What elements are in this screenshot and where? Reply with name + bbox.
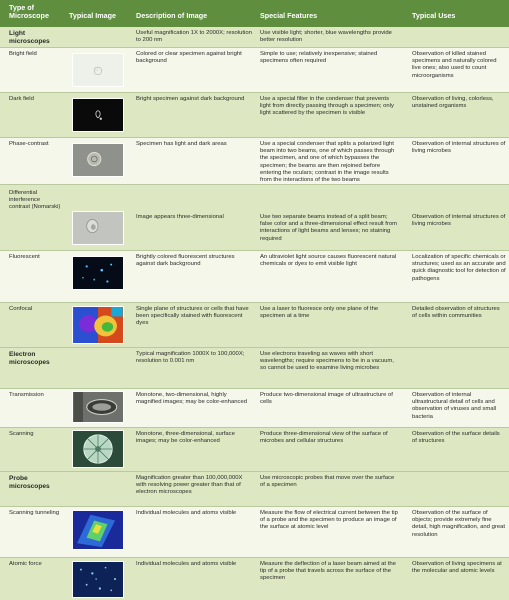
section-features: Use microscopic probes that move over the surface of a specimen	[260, 475, 395, 489]
typical-uses: Observation of living, colorless, unstained organisms	[412, 96, 494, 110]
microscope-type: Phase-contrast	[9, 141, 49, 147]
transmission-image	[72, 391, 124, 423]
special-features: Measure the flow of electrical current between the tip of a probe and the specimen to produce an image of the surface at atomic level	[260, 510, 398, 531]
section-features: Use visible light; shorter, blue wavelengths provide better resolution	[260, 30, 392, 44]
special-features: Use a special condenser that splits a polarized light beam into two beams, one of which passes through the specimen, and one of which bypasses the specimen; the beams are then rejoined before entering the oculars; contrast in the image results from the interactions of the two beams	[260, 141, 395, 184]
table-header	[0, 0, 509, 27]
microscope-type: Scanning	[9, 431, 34, 437]
table-row-dic	[0, 185, 509, 250]
section-title: Probe microscopes	[9, 475, 50, 490]
image-description: Individual molecules and atoms visible	[136, 510, 237, 516]
section-description: Useful magnification 1X to 2000X; resolution to 200 nm	[136, 30, 252, 44]
table-row-bright-field	[0, 48, 509, 92]
section-electron	[0, 348, 509, 388]
microscope-type: Transmission	[9, 392, 44, 398]
phase-contrast-image	[72, 143, 124, 177]
header-type: Type of Microscope	[9, 3, 49, 20]
typical-uses: Detailed observation of structures of cells within communities	[412, 306, 500, 320]
header-description: Description of Image	[136, 11, 208, 20]
typical-uses: Observation of killed stained specimens and naturally colored live ones; also used to count microorganisms	[412, 51, 497, 79]
header-image: Typical Image	[69, 11, 117, 20]
image-description: Bright specimen against dark background	[136, 96, 245, 102]
image-description: Individual molecules and atoms visible	[136, 561, 237, 567]
table-row-dark-field	[0, 93, 509, 137]
section-features: Use electrons traveling as waves with short wavelengths; require specimens to be in a vacuum, so cannot be used to examine living microbes	[260, 351, 394, 372]
atomic-force-image	[72, 561, 124, 598]
table-row-atomic-force	[0, 558, 509, 600]
section-probe	[0, 472, 509, 506]
table-row-scanning-tunneling	[0, 507, 509, 557]
header-features: Special Features	[260, 11, 318, 20]
header-uses: Typical Uses	[412, 11, 456, 20]
special-features: Simple to use; relatively inexpensive; stained specimens often required	[260, 51, 378, 65]
microscope-type: Scanning tunneling	[9, 510, 60, 516]
typical-uses: Observation of the surface of objects; provide extremely fine detail, high magnification, and great resolution	[412, 510, 506, 538]
image-description: Monotone, three-dimensional, surface images; may be color-enhanced	[136, 431, 235, 445]
image-description: Image appears three-dimensional	[136, 214, 224, 220]
section-title: Light microscopes	[9, 30, 50, 45]
microscope-type: Confocal	[9, 306, 33, 312]
dic-image	[72, 211, 124, 245]
typical-uses: Observation of the surface details of structures	[412, 431, 500, 445]
typical-uses: Localization of specific chemicals or structures; used as an accurate and quick diagnostic tool for detection of pathogens	[412, 254, 506, 282]
dark-field-image	[72, 98, 124, 132]
table-row-scanning	[0, 428, 509, 471]
confocal-image	[72, 306, 124, 344]
microscope-type: Differential interference contrast (Nomarski)	[9, 190, 61, 211]
image-description: Colored or clear specimen against bright background	[136, 51, 242, 65]
section-light	[0, 27, 509, 47]
microscope-type: Fluorescent	[9, 254, 40, 260]
microscope-type: Bright field	[9, 51, 37, 57]
section-title: Electron microscopes	[9, 351, 50, 366]
special-features: An ultraviolet light source causes fluorescent natural chemicals or dyes to emit visible light	[260, 254, 397, 268]
table-row-fluorescent	[0, 251, 509, 302]
special-features: Measure the deflection of a laser beam aimed at the tip of a probe that travels across the surface of the specimen	[260, 561, 396, 582]
fluorescent-image	[72, 256, 124, 290]
microscope-type: Dark field	[9, 96, 34, 102]
special-features: Use a special filter in the condenser that prevents light from directly passing through a specimen; only light scattered by the specimen is visible	[260, 96, 394, 117]
typical-uses: Observation of internal structures of living microbes	[412, 141, 506, 155]
bright-field-image	[72, 53, 124, 87]
image-description: Monotone, two-dimensional, highly magnified images; may be color-enhanced	[136, 392, 248, 406]
section-description: Typical magnification 1000X to 100,000X; resolution to 0.001 nm	[136, 351, 245, 365]
special-features: Produce two-dimensional image of ultrastructure of cells	[260, 392, 393, 406]
image-description: Single plane of structures or cells that have been specifically stained with fluorescent dyes	[136, 306, 249, 327]
image-description: Specimen has light and dark areas	[136, 141, 227, 147]
table-row-transmission	[0, 389, 509, 427]
image-description: Brightly colored fluorescent structures against dark background	[136, 254, 235, 268]
scanning-image	[72, 430, 124, 468]
typical-uses: Observation of internal structures of living microbes	[412, 214, 506, 228]
special-features: Produce three-dimensional view of the surface of microbes and cellular structures	[260, 431, 388, 445]
typical-uses: Observation of internal ultrastructural detail of cells and observation of viruses and small bacteria	[412, 392, 497, 420]
table-row-confocal	[0, 303, 509, 347]
scanning-tunneling-image	[72, 510, 124, 550]
section-description: Magnification greater than 100,000,000X with resolving power greater than that of electron microscopes	[136, 475, 243, 496]
table-row-phase-contrast	[0, 138, 509, 184]
typical-uses: Observation of living specimens at the molecular and atomic levels	[412, 561, 502, 575]
microscope-type: Atomic force	[9, 561, 42, 567]
special-features: Use a laser to fluoresce only one plane of the specimen at a time	[260, 306, 379, 320]
special-features: Use two separate beams instead of a split beam; false color and a three-dimensional effect result from interactions of light beams and lenses; no staining required	[260, 214, 398, 242]
